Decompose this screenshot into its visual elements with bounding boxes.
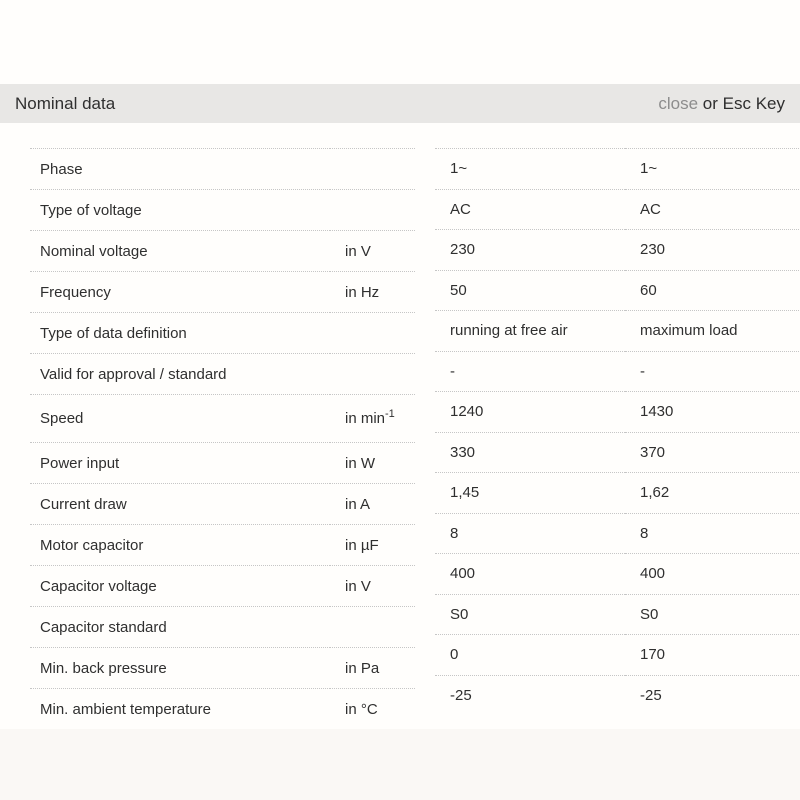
spec-values-row bbox=[435, 554, 800, 595]
spec-value-col1: 1,45 bbox=[435, 473, 625, 514]
spec-value-col1: 330 bbox=[435, 432, 625, 473]
spec-value-col2: 170 bbox=[625, 635, 800, 676]
spec-unit bbox=[330, 354, 415, 395]
spec-label: Capacitor standard bbox=[30, 607, 330, 648]
spec-value-col2: 1430 bbox=[625, 392, 800, 433]
unit-superscript: -1 bbox=[385, 408, 395, 420]
spec-value-col2: S0 bbox=[625, 594, 800, 635]
spec-values-row bbox=[435, 473, 800, 514]
nominal-data-table bbox=[30, 148, 800, 729]
spec-label: Capacitor voltage bbox=[30, 566, 330, 607]
modal-title: Nominal data bbox=[15, 93, 116, 113]
spec-label: Frequency bbox=[30, 272, 330, 313]
spec-row bbox=[30, 231, 415, 272]
spec-unit bbox=[330, 607, 415, 648]
spec-row bbox=[30, 395, 415, 443]
spec-value-col2: AC bbox=[625, 189, 800, 230]
spec-unit: in $\min^{-1}$ bbox=[330, 395, 415, 443]
spec-value-col1: - bbox=[435, 351, 625, 392]
spec-row bbox=[30, 689, 415, 730]
modal-body bbox=[0, 123, 800, 729]
spec-value-col1: 50 bbox=[435, 270, 625, 311]
spec-value-col2: -25 bbox=[625, 675, 800, 715]
spec-row bbox=[30, 566, 415, 607]
spec-row bbox=[30, 313, 415, 354]
spec-value-col2: 8 bbox=[625, 513, 800, 554]
spec-unit: in A bbox=[330, 484, 415, 525]
spec-label: Min. back pressure bbox=[30, 648, 330, 689]
spec-value-col2: 230 bbox=[625, 230, 800, 271]
spec-values-row bbox=[435, 230, 800, 271]
spec-label: Current draw bbox=[30, 484, 330, 525]
spec-label: Motor capacitor bbox=[30, 525, 330, 566]
spec-value-col2: maximum load bbox=[625, 311, 800, 352]
spec-row bbox=[30, 648, 415, 689]
top-spacer bbox=[0, 0, 800, 84]
spec-value-col2: - bbox=[625, 351, 800, 392]
spec-unit: in Pa bbox=[330, 648, 415, 689]
close-button[interactable]: close bbox=[658, 93, 699, 113]
spec-row bbox=[30, 607, 415, 648]
spec-row bbox=[30, 354, 415, 395]
spec-label: Nominal voltage bbox=[30, 231, 330, 272]
spec-values-row bbox=[435, 513, 800, 554]
spec-row bbox=[30, 190, 415, 231]
spec-label: Power input bbox=[30, 443, 330, 484]
spec-values-row bbox=[435, 432, 800, 473]
spec-row bbox=[30, 272, 415, 313]
spec-row bbox=[30, 484, 415, 525]
spec-values-row bbox=[435, 149, 800, 190]
spec-value-col1: S0 bbox=[435, 594, 625, 635]
spec-values-row bbox=[435, 675, 800, 715]
spec-values-row bbox=[435, 351, 800, 392]
spec-values-row bbox=[435, 392, 800, 433]
spec-values-row bbox=[435, 270, 800, 311]
spec-value-col2: 60 bbox=[625, 270, 800, 311]
spec-unit: in V bbox=[330, 566, 415, 607]
spec-value-col1: 230 bbox=[435, 230, 625, 271]
spec-unit: in V bbox=[330, 231, 415, 272]
spec-value-col2: 400 bbox=[625, 554, 800, 595]
page-bottom-background bbox=[0, 729, 800, 800]
spec-values-row bbox=[435, 635, 800, 676]
spec-value-col1: 400 bbox=[435, 554, 625, 595]
spec-unit: in W bbox=[330, 443, 415, 484]
spec-value-col1: -25 bbox=[435, 675, 625, 715]
spec-row bbox=[30, 443, 415, 484]
spec-value-col1: running at free air bbox=[435, 311, 625, 352]
spec-value-col1: 8 bbox=[435, 513, 625, 554]
spec-row bbox=[30, 149, 415, 190]
spec-values-row bbox=[435, 594, 800, 635]
spec-unit: in µF bbox=[330, 525, 415, 566]
spec-value-col2: 1,62 bbox=[625, 473, 800, 514]
spec-values-row bbox=[435, 311, 800, 352]
modal-header bbox=[0, 84, 800, 123]
spec-label: Phase bbox=[30, 149, 330, 190]
spec-label: Min. ambient temperature bbox=[30, 689, 330, 730]
values-table bbox=[435, 148, 800, 715]
spec-unit bbox=[330, 149, 415, 190]
spec-value-col2: 1~ bbox=[625, 149, 800, 190]
labels-units-table bbox=[30, 148, 415, 729]
spec-value-col1: 1240 bbox=[435, 392, 625, 433]
spec-value-col1: 1~ bbox=[435, 149, 625, 190]
spec-unit: in °C bbox=[330, 689, 415, 730]
spec-label: Type of voltage bbox=[30, 190, 330, 231]
spec-label: Type of data definition bbox=[30, 313, 330, 354]
spec-value-col2: 370 bbox=[625, 432, 800, 473]
spec-value-col1: 0 bbox=[435, 635, 625, 676]
spec-unit bbox=[330, 190, 415, 231]
spec-unit bbox=[330, 313, 415, 354]
spec-values-row bbox=[435, 189, 800, 230]
spec-value-col1: AC bbox=[435, 189, 625, 230]
spec-row bbox=[30, 525, 415, 566]
spec-label: Valid for approval / standard bbox=[30, 354, 330, 395]
modal-close-area bbox=[658, 94, 785, 114]
spec-unit: in Hz bbox=[330, 272, 415, 313]
esc-key-hint: or Esc Key bbox=[698, 93, 785, 113]
spec-label: Speed bbox=[30, 395, 330, 443]
